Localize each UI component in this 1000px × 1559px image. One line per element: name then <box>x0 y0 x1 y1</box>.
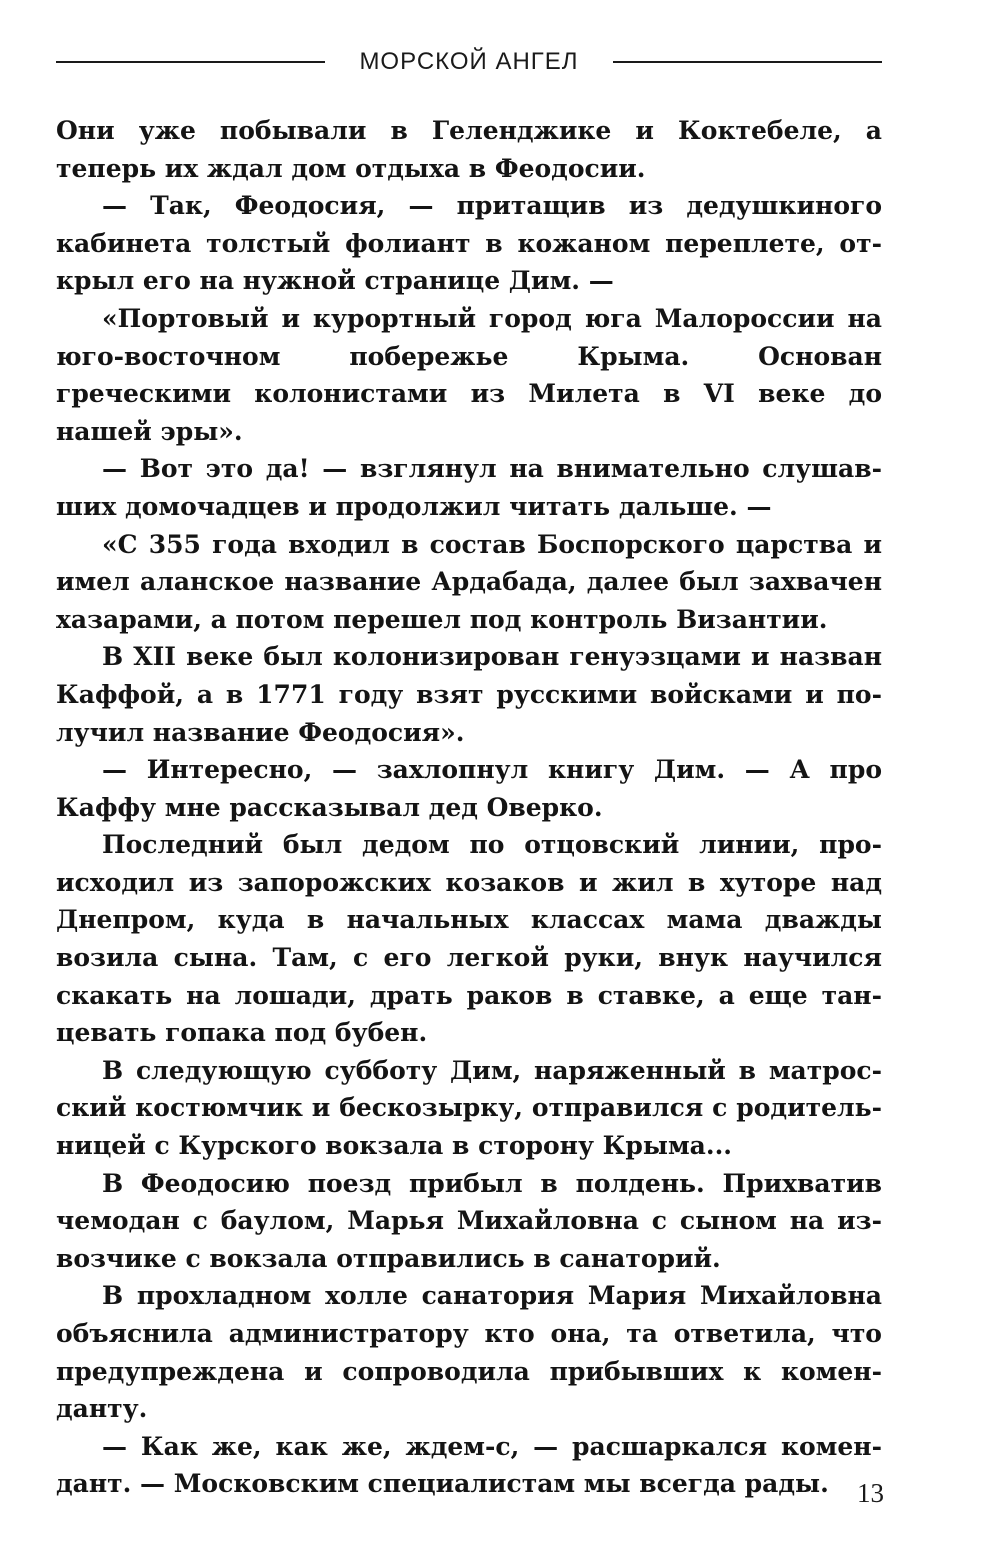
page-number: 13 <box>857 1478 884 1508</box>
paragraph: — Так, Феодосия, — притащив из дедушкиного кабинета толстый фолиант в кожаном переплете, открыл его на нужной странице Дим. — <box>56 191 882 296</box>
paragraph: — Интересно, — захлопнул книгу Дим. — А про Каффу мне рассказывал дед Оверко. <box>56 755 882 822</box>
paragraph: «С 355 года входил в состав Боспорского царства и имел аланское название Ардабада, далее был захвачен хазарами, а потом перешел под контроль Византии. <box>56 529 882 634</box>
running-header <box>56 40 882 84</box>
paragraph: В Феодосию поезд прибыл в полдень. Прихватив чемодан с баулом, Марья Михайловна с сыном на извозчике с вокзала отправились в санаторий. <box>56 1168 882 1273</box>
paragraph: В прохладном холле санатория Мария Михайловна объяснила администратору кто она, та ответила, что предупреждена и сопроводила прибывших к коменданту. <box>56 1281 882 1424</box>
body-text <box>56 112 882 1503</box>
paragraph: «Портовый и курортный город юга Малороссии на юго-восточном побережье Крыма. Основан греческими колонистами из Милета в VI веке до нашей эры». <box>56 303 882 446</box>
header-rule-left <box>56 61 325 63</box>
paragraph: Они уже побывали в Геленджике и Коктебеле, а теперь их ждал дом отдыха в Феодосии. <box>56 116 882 183</box>
paragraph: Последний был дедом по отцовский линии, происходил из запорожских козаков и жил в хуторе над Днепром, куда в начальных классах мама дважды возила сына. Там, с его легкой руки, внук научился скакать на лошади, драть раков в ставке, а еще танцевать гопака под бубен. <box>56 830 882 1048</box>
running-title: МОРСКОЙ АНГЕЛ <box>359 48 579 75</box>
paragraph: В XII веке был колонизирован генуэзцами и назван Каффой, а в 1771 году взят русскими войсками и получил название Феодосия». <box>56 642 882 747</box>
paragraph: — Как же, как же, ждем-с, — расшаркался комендант. — Московским специалистам мы всегда рады. <box>56 1431 882 1499</box>
paragraph: В следующую субботу Дим, наряженный в матросский костюмчик и бескозырку, отправился с родительницей с Курского вокзала в сторону Крыма... <box>56 1055 882 1161</box>
paragraph: — Вот это да! — взглянул на внимательно слушавших домочадцев и продолжил читать дальше. — <box>56 454 882 521</box>
header-rule-right <box>613 61 882 63</box>
